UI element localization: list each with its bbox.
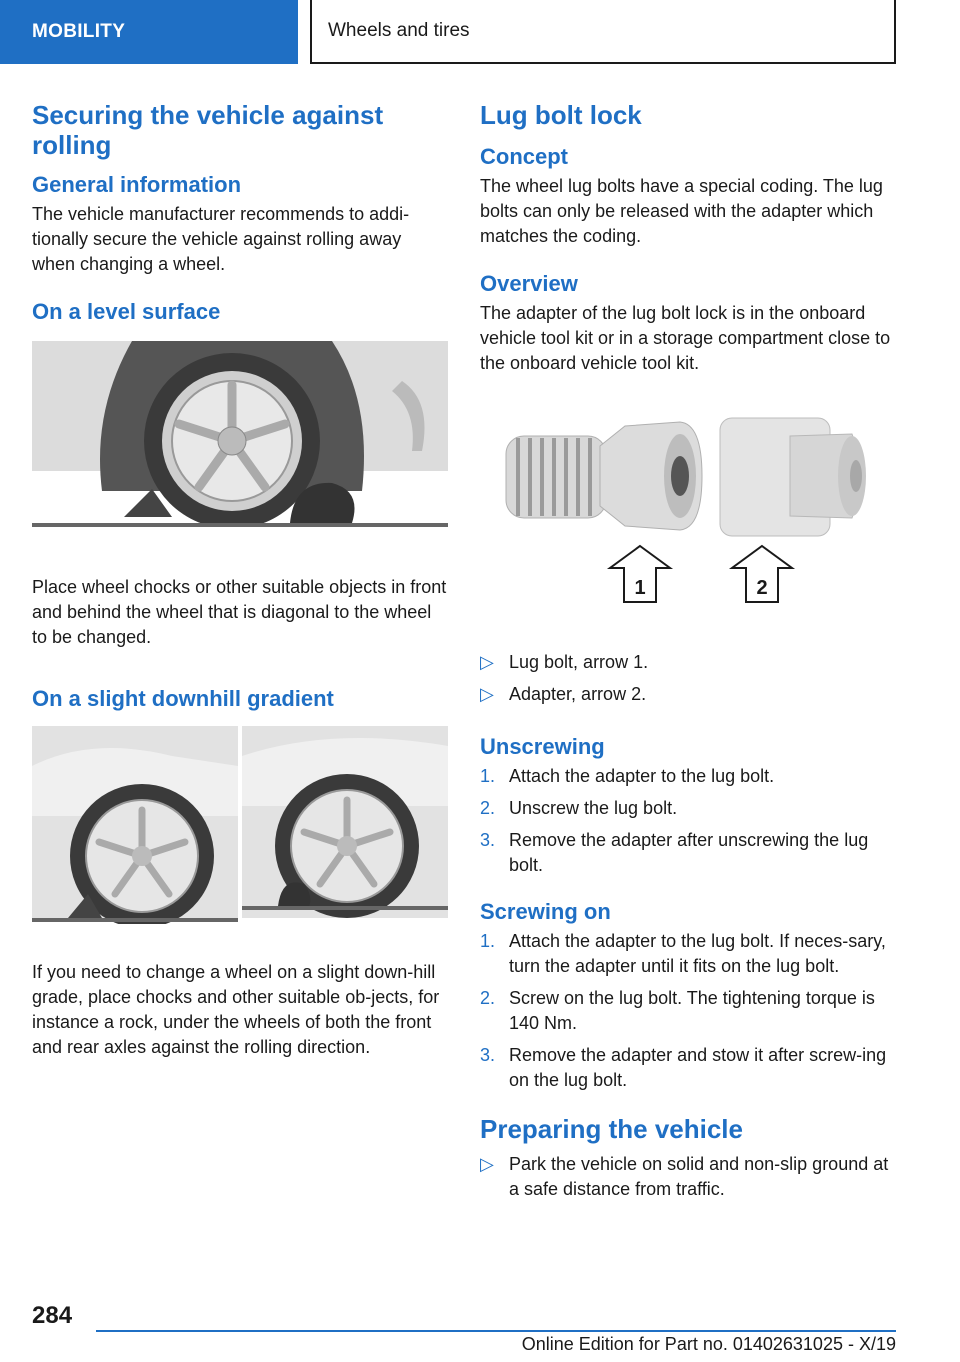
list-item: 2. Unscrew the lug bolt.: [480, 798, 678, 818]
section-title: MOBILITY: [32, 21, 126, 42]
list-item: ▷ Park the vehicle on solid and non-slip ground at a safe distance from traffic.: [480, 1154, 889, 1199]
heading-overview: Overview: [480, 271, 578, 296]
arrow-1-label: 1: [634, 577, 646, 599]
heading-unscrewing: Unscrewing: [480, 734, 605, 759]
figure-level-surface: [32, 341, 448, 527]
paragraph-level-surface: Place wheel chocks or other suitable objects in front and behind the wheel that is diagonal to the wheel to be changed.: [32, 577, 447, 647]
list-item: ▷ Lug bolt, arrow 1.: [480, 650, 896, 675]
illustration-lug-bolt-and-adapter: [480, 406, 896, 620]
section-tab: [0, 0, 298, 64]
list-item: 2. Screw on the lug bolt. The tightening torque is 140 Nm.: [480, 988, 875, 1033]
heading-preparing-vehicle: Preparing the vehicle: [480, 1114, 743, 1144]
list-item: 1. Attach the adapter to the lug bolt.: [480, 766, 775, 786]
paragraph-downhill: If you need to change a wheel on a slight down‐hill grade, place chocks and other suitable ob‐jects, for instance a rock, under the wheels of both the front and rear axles against the rolling direction.: [32, 962, 440, 1057]
preparing-list: [480, 1152, 896, 1202]
chapter-title: Wheels and tires: [328, 20, 470, 41]
screwing-steps: [480, 929, 896, 1093]
overview-list: [480, 650, 896, 707]
heading-general-information: General information: [32, 172, 242, 197]
arrow-2-label: 2: [756, 577, 768, 599]
heading-securing: Securing the vehicle against rolling: [32, 100, 384, 160]
bullet-triangle-icon: ▷: [480, 1154, 494, 1174]
chapter-header: [310, 0, 896, 64]
list-item: 1. Attach the adapter to the lug bolt. If neces‐sary, turn the adapter until it fits on the lug bolt.: [480, 931, 886, 976]
list-item: 3. Remove the adapter and stow it after screw‐ing on the lug bolt.: [480, 1045, 887, 1090]
bullet-triangle-icon: ▷: [480, 652, 494, 672]
heading-level-surface: On a level surface: [32, 299, 221, 324]
heading-concept: Concept: [480, 144, 568, 169]
list-item: ▷ Adapter, arrow 2.: [480, 682, 896, 707]
heading-downhill: On a slight downhill gradient: [32, 686, 334, 711]
paragraph-general: The vehicle manufacturer recommends to addi‐tionally secure the vehicle against rolling away when changing a wheel.: [32, 204, 410, 274]
illustration-wheel-chock-downhill: [32, 726, 448, 924]
figure-downhill: [32, 726, 448, 924]
heading-lug-bolt-lock: Lug bolt lock: [480, 100, 642, 130]
paragraph-overview: The adapter of the lug bolt lock is in the onboard vehicle tool kit or in a storage compartment close to the onboard vehicle tool kit.: [480, 303, 891, 373]
unscrewing-steps: [480, 764, 896, 878]
heading-screwing-on: Screwing on: [480, 899, 611, 924]
page-number: 284: [32, 1302, 73, 1329]
list-item: 3. Remove the adapter after unscrewing the lug bolt.: [480, 830, 869, 875]
illustration-wheel-chock-level: [32, 341, 448, 527]
bullet-triangle-icon: ▷: [480, 684, 494, 704]
edition-note: Online Edition for Part no. 01402631025 - X/19: [521, 1334, 896, 1354]
left-column: [32, 100, 448, 1060]
figure-lug-bolt-adapter: [480, 406, 896, 620]
right-column: [480, 100, 896, 1209]
paragraph-concept: The wheel lug bolts have a special coding. The lug bolts can only be released with the adapter which matches the coding.: [480, 176, 883, 246]
footer-divider: [96, 1330, 896, 1332]
